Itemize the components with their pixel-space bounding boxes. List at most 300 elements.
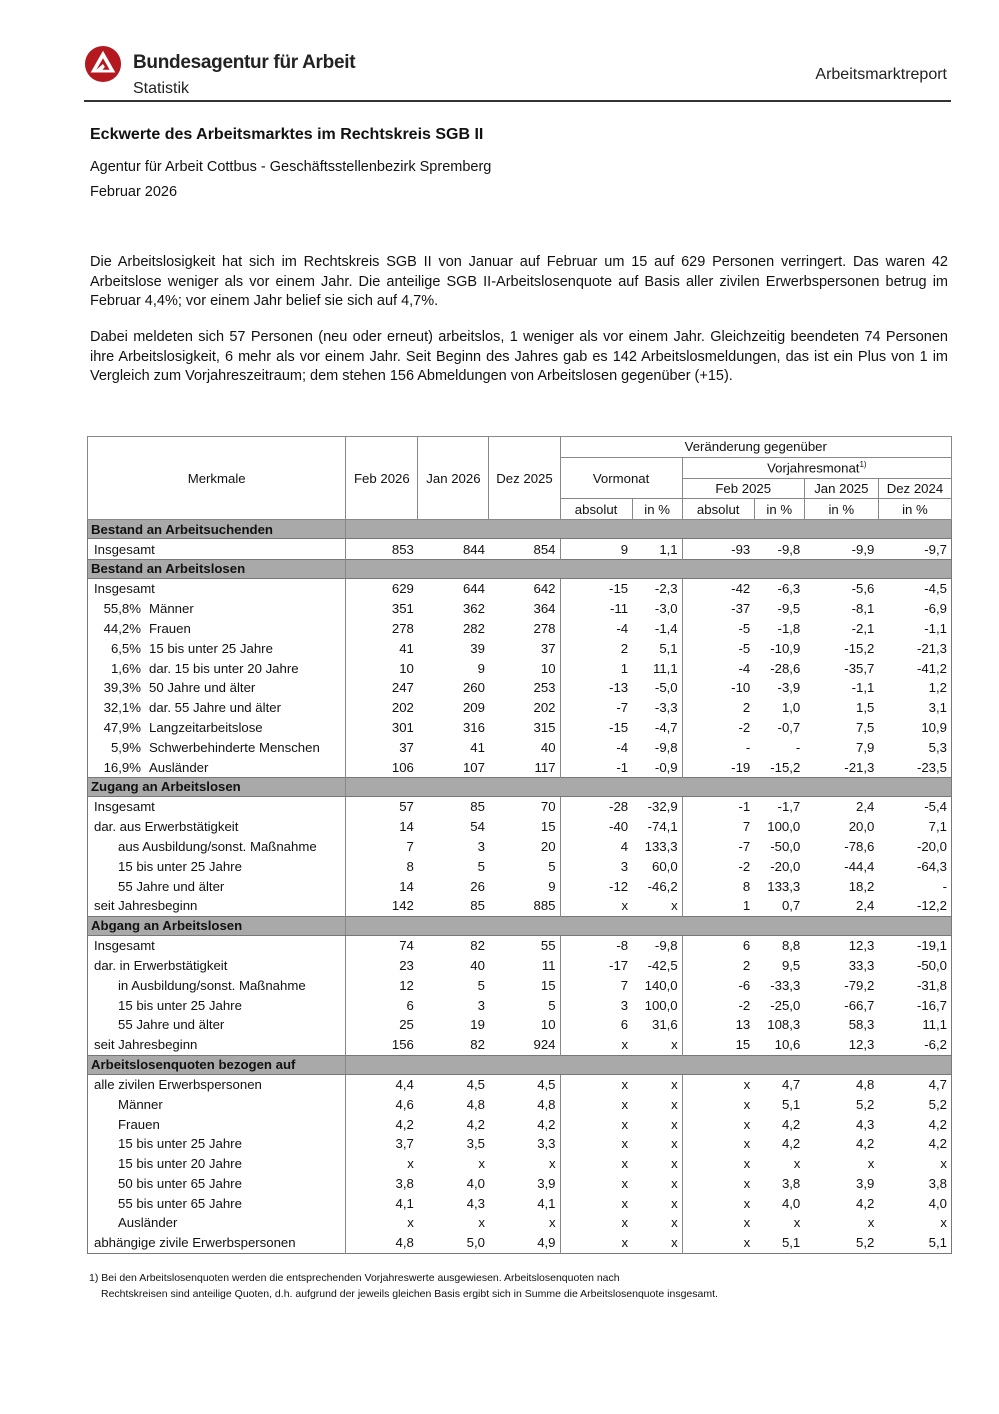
table-cell: -4,7	[654, 719, 678, 735]
document-region: Agentur für Arbeit Cottbus - Geschäftsstellenbezirk Spremberg	[90, 159, 492, 175]
brand-subtitle: Statistik	[133, 80, 190, 97]
row-label-cell	[88, 995, 346, 1015]
table-cell: 4,2	[466, 1116, 485, 1132]
table-cell: -1	[560, 757, 632, 777]
table-cell: -28	[560, 796, 632, 816]
table-cell: -7	[560, 698, 632, 718]
row-label-cell	[88, 956, 346, 976]
table-cell: 100,0	[767, 819, 801, 835]
table-cell: 11	[541, 957, 556, 973]
table-cell: 260	[462, 680, 485, 696]
table-cell: 37	[399, 739, 414, 755]
table-cell: -35,7	[844, 660, 875, 676]
table-cell: x	[867, 1215, 875, 1231]
table-cell: x	[940, 1156, 947, 1172]
document-title: Eckwerte des Arbeitsmarktes im Rechtskreis SGB II	[90, 126, 484, 143]
header-dez2025: Dez 2025	[489, 437, 560, 520]
table-cell: 100,0	[644, 997, 678, 1013]
table-cell: 924	[533, 1037, 556, 1053]
row-label: Insgesamt	[94, 938, 155, 954]
table-cell: x	[560, 1094, 632, 1114]
table-cell: 26	[470, 878, 485, 894]
table-cell: x	[671, 1156, 678, 1172]
table-cell: x	[682, 1074, 754, 1094]
table-cell: 8	[682, 876, 754, 896]
row-label-cell	[88, 678, 346, 698]
row-label-cell	[88, 876, 346, 896]
table-cell: -10,9	[770, 640, 801, 656]
table-cell: 4	[560, 837, 632, 857]
section-fill	[346, 916, 952, 935]
table-cell: 885	[533, 898, 556, 914]
table-cell: -9,8	[654, 938, 678, 954]
table-cell: -1,1	[851, 680, 875, 696]
table-cell: 5	[477, 977, 485, 993]
table-cell: 20,0	[848, 819, 875, 835]
table-cell: 4,0	[781, 1195, 801, 1211]
table-cell: 39	[470, 640, 485, 656]
row-label: dar. in Erwerbstätigkeit	[94, 957, 228, 973]
row-label: seit Jahresbeginn	[94, 1037, 198, 1053]
row-label: 15 bis unter 25 Jahre	[149, 640, 273, 656]
table-cell: 133,3	[767, 878, 801, 894]
table-cell: -28,6	[770, 660, 801, 676]
labour-market-table	[87, 436, 952, 1254]
table-cell: 57	[399, 799, 414, 815]
table-cell: -21,3	[844, 759, 875, 775]
table-cell: 3,9	[537, 1175, 556, 1191]
table-cell: -4,5	[924, 581, 947, 597]
table-row	[88, 1094, 952, 1114]
table-row	[88, 1233, 952, 1253]
table-cell: -33,3	[770, 977, 801, 993]
table-cell: -15,2	[770, 759, 801, 775]
table-row	[88, 856, 952, 876]
row-label-cell	[88, 1193, 346, 1213]
table-cell: 5	[548, 858, 556, 874]
table-cell: -32,9	[647, 799, 678, 815]
table-cell: -50,0	[770, 838, 801, 854]
table-cell: 82	[470, 938, 485, 954]
table-cell: x	[682, 1233, 754, 1253]
table-cell: 11,1	[922, 1017, 947, 1033]
section-fill	[346, 559, 952, 578]
table-cell: 202	[533, 700, 556, 716]
table-cell: 4,2	[537, 1116, 556, 1132]
table-cell: 4,2	[856, 1136, 875, 1152]
row-label: 50 Jahre und älter	[149, 680, 256, 696]
table-cell: 10	[399, 660, 414, 676]
table-cell: 4,0	[928, 1195, 947, 1211]
row-label: Insgesamt	[94, 581, 155, 597]
table-cell: x	[682, 1193, 754, 1213]
table-cell: 8,8	[781, 938, 801, 954]
table-cell: x	[560, 1035, 632, 1055]
table-cell: 5,0	[466, 1235, 485, 1251]
table-cell: -12	[560, 876, 632, 896]
row-label: Insgesamt	[94, 541, 155, 557]
table-cell: -5	[682, 619, 754, 639]
table-cell: 3,1	[928, 700, 947, 716]
table-cell: -	[942, 878, 947, 894]
table-cell: x	[940, 1215, 947, 1231]
table-cell: -9,8	[777, 541, 801, 557]
table-cell: 11,1	[652, 660, 678, 676]
table-row	[88, 995, 952, 1015]
table-row	[88, 1114, 952, 1134]
row-label-cell	[88, 619, 346, 639]
header-jan2025: Jan 2025	[804, 478, 878, 499]
table-cell: 4,7	[781, 1076, 801, 1092]
table-cell: -78,6	[844, 838, 875, 854]
row-label: dar. 15 bis unter 20 Jahre	[149, 660, 299, 676]
table-cell: -50,0	[916, 957, 947, 973]
table-cell: 6	[560, 1015, 632, 1035]
table-cell: 20	[540, 838, 556, 854]
table-cell: -40	[560, 817, 632, 837]
table-cell: 18,2	[848, 878, 875, 894]
row-label: abhängige zivile Erwerbspersonen	[94, 1235, 296, 1251]
row-label: 50 bis unter 65 Jahre	[118, 1175, 242, 1191]
table-cell: 3	[477, 997, 485, 1013]
table-cell: 85	[470, 799, 485, 815]
table-cell: x	[560, 1114, 632, 1134]
table-cell: -20,0	[916, 838, 947, 854]
table-cell: 4,2	[856, 1195, 875, 1211]
table-cell: 10	[540, 660, 556, 676]
table-cell: x	[671, 1175, 678, 1191]
section-fill	[346, 520, 952, 539]
table-cell: x	[560, 1174, 632, 1194]
table-cell: -2	[682, 995, 754, 1015]
table-cell: 5,1	[659, 640, 678, 656]
section-title: Abgang an Arbeitslosen	[88, 916, 346, 935]
table-cell: 40	[470, 957, 485, 973]
table-row	[88, 956, 952, 976]
table-cell: 7,5	[856, 719, 875, 735]
table-cell: -	[682, 737, 754, 757]
table-cell: x	[560, 1074, 632, 1094]
table-cell: x	[682, 1154, 754, 1174]
header-vj-pct: in %	[754, 499, 804, 520]
table-cell: 4,4	[395, 1076, 414, 1092]
table-cell: -41,2	[916, 660, 947, 676]
row-label-cell	[88, 718, 346, 738]
row-label: dar. aus Erwerbstätigkeit	[94, 819, 239, 835]
table-cell: 3,5	[466, 1136, 485, 1152]
table-cell: -9,8	[654, 739, 678, 755]
table-cell: -44,4	[844, 858, 875, 874]
table-row	[88, 757, 952, 777]
section-title: Arbeitslosenquoten bezogen auf	[88, 1055, 346, 1074]
table-cell: x	[671, 1076, 678, 1092]
table-cell: 4,5	[466, 1076, 485, 1092]
header-feb2025: Feb 2025	[682, 478, 804, 499]
table-cell: -2	[682, 856, 754, 876]
table-cell: 4,1	[395, 1195, 414, 1211]
table-cell: -3,3	[654, 700, 678, 716]
section-header-row	[88, 777, 952, 796]
table-row	[88, 975, 952, 995]
table-cell: -4	[560, 737, 632, 757]
table-cell: -15	[560, 718, 632, 738]
row-label-cell	[88, 975, 346, 995]
table-cell: -17	[560, 956, 632, 976]
table-cell: 55	[540, 938, 556, 954]
row-label-cell	[88, 856, 346, 876]
table-cell: 7	[682, 817, 754, 837]
table-cell: -9,5	[777, 601, 801, 617]
row-label: Männer	[149, 601, 194, 617]
table-cell: 351	[391, 601, 414, 617]
table-cell: x	[560, 1134, 632, 1154]
row-label-cell	[88, 658, 346, 678]
table-cell: 3	[560, 856, 632, 876]
row-label-cell	[88, 737, 346, 757]
row-label-cell	[88, 1213, 346, 1233]
table-row	[88, 638, 952, 658]
document-period: Februar 2026	[90, 184, 178, 200]
table-cell: 4,2	[395, 1116, 414, 1132]
table-cell: x	[560, 896, 632, 916]
table-cell: 3	[477, 838, 485, 854]
table-cell: 9	[477, 660, 485, 676]
row-label-cell	[88, 698, 346, 718]
row-share: 1,6%	[110, 660, 141, 676]
table-cell: x	[560, 1193, 632, 1213]
table-cell: 9	[548, 878, 556, 894]
row-share: 32,1%	[103, 700, 141, 716]
section-title: Zugang an Arbeitslosen	[88, 777, 346, 796]
header-vorjahresmonat	[682, 457, 951, 478]
table-row	[88, 817, 952, 837]
header-dez2024-pct: in %	[878, 499, 951, 520]
row-label: Frauen	[149, 620, 191, 636]
table-cell: 3	[560, 995, 632, 1015]
summary-paragraph-1: Die Arbeitslosigkeit hat sich im Rechtskreis SGB II von Januar auf Februar um 15 auf 629 Personen verringert. Das waren 42 Arbeitslose weniger als vor einem Jahr. Die anteilige SGB II-Arbeitslosenquote auf Basis aller zivilen Erwerbspersonen betrug im Februar 4,4%; vor einem Jahr belief sie sich auf 4,7%.	[90, 254, 948, 309]
table-cell: 33,3	[848, 957, 875, 973]
table-cell: -5	[682, 638, 754, 658]
table-cell: 108,3	[767, 1017, 801, 1033]
table-cell: 117	[534, 759, 556, 775]
row-label-cell	[88, 1174, 346, 1194]
section-title: Bestand an Arbeitslosen	[88, 559, 346, 578]
table-cell: 844	[462, 541, 485, 557]
section-title: Bestand an Arbeitsuchenden	[88, 520, 346, 539]
table-cell: -7	[682, 837, 754, 857]
table-cell: 3,9	[856, 1175, 875, 1191]
table-row	[88, 796, 952, 816]
row-label-cell	[88, 757, 346, 777]
row-label-cell	[88, 599, 346, 619]
table-cell: 3,7	[395, 1136, 414, 1152]
header-dez2024: Dez 2024	[878, 478, 951, 499]
table-row	[88, 599, 952, 619]
table-row	[88, 896, 952, 916]
table-cell: x	[671, 1215, 678, 1231]
table-cell: 4,3	[856, 1116, 875, 1132]
table-cell: -64,3	[916, 858, 947, 874]
table-cell: x	[560, 1233, 632, 1253]
table-cell: 4,5	[537, 1076, 556, 1092]
table-cell: x	[682, 1134, 754, 1154]
table-cell: 1,0	[781, 700, 801, 716]
table-cell: x	[407, 1156, 414, 1172]
table-cell: -3,0	[654, 601, 678, 617]
table-cell: 4,7	[928, 1076, 947, 1092]
table-cell: x	[548, 1215, 556, 1231]
row-label-cell	[88, 896, 346, 916]
table-cell: 4,8	[537, 1096, 556, 1112]
row-label-cell	[88, 578, 346, 598]
table-row	[88, 1154, 952, 1174]
row-label: 55 Jahre und älter	[118, 1017, 225, 1033]
header-vormonat-pct: in %	[632, 499, 682, 520]
table-row	[88, 578, 952, 598]
table-cell: -25,0	[770, 997, 801, 1013]
table-cell: -19,1	[916, 938, 947, 954]
footnote-marker: 1)	[859, 460, 867, 469]
table-cell: 2,4	[856, 898, 875, 914]
table-cell: 14	[399, 878, 414, 894]
table-cell: 1	[560, 658, 632, 678]
table-cell: -31,8	[916, 977, 947, 993]
table-cell: 23	[399, 957, 414, 973]
row-label-cell	[88, 837, 346, 857]
header-jan2026: Jan 2026	[418, 437, 489, 520]
table-cell: -1,1	[924, 620, 947, 636]
table-cell: x	[671, 1235, 678, 1251]
table-cell: 4,8	[466, 1096, 485, 1112]
table-cell: 31,6	[651, 1017, 678, 1033]
table-cell: 54	[470, 819, 485, 835]
table-cell: 0,7	[781, 898, 801, 914]
row-label: 15 bis unter 20 Jahre	[118, 1156, 242, 1172]
table-cell: x	[682, 1174, 754, 1194]
table-cell: -10	[682, 678, 754, 698]
table-cell: x	[671, 1096, 678, 1112]
table-cell: -9,7	[924, 541, 947, 557]
table-cell: 74	[399, 938, 414, 954]
row-label-cell	[88, 1233, 346, 1253]
table-cell: x	[560, 1154, 632, 1174]
table-cell: -20,0	[770, 858, 801, 874]
table-cell: 2	[560, 638, 632, 658]
table-cell: 10	[540, 1017, 556, 1033]
row-label-cell	[88, 1094, 346, 1114]
row-label: seit Jahresbeginn	[94, 898, 198, 914]
footnote-line-2: Rechtskreisen sind anteilige Quoten, d.h. aufgrund der jeweils gleichen Basis ergibt sich in Summe die Arbeitslosenquote insgesamt.	[101, 1288, 718, 1300]
header-vormonat: Vormonat	[560, 457, 682, 499]
table-cell: 7	[560, 975, 632, 995]
table-cell: -0,9	[654, 759, 678, 775]
table-cell: -6,2	[924, 1037, 947, 1053]
table-cell: 142	[391, 898, 414, 914]
table-cell: -74,1	[647, 819, 678, 835]
row-share: 5,9%	[110, 739, 141, 755]
table-cell: 5,2	[928, 1096, 947, 1112]
table-cell: -5,0	[654, 680, 678, 696]
table-cell: 156	[391, 1037, 414, 1053]
row-label: Ausländer	[118, 1215, 178, 1231]
table-cell: 1,2	[928, 680, 947, 696]
table-cell: 4,3	[466, 1195, 485, 1211]
table-cell: x	[478, 1156, 485, 1172]
table-cell: 2	[682, 956, 754, 976]
table-cell: x	[407, 1215, 414, 1231]
table-row	[88, 1035, 952, 1055]
table-cell: 364	[533, 601, 556, 617]
table-cell: 15	[682, 1035, 754, 1055]
table-cell: 6	[682, 935, 754, 955]
table-cell: 58,3	[848, 1017, 875, 1033]
table-cell: 4,2	[781, 1116, 801, 1132]
table-cell: -6,3	[777, 581, 801, 597]
table-cell: 316	[462, 719, 485, 735]
table-cell: -13	[560, 678, 632, 698]
table-cell: 14	[399, 819, 414, 835]
table-row	[88, 1193, 952, 1213]
table-row	[88, 1015, 952, 1035]
table-cell: 7,1	[928, 819, 947, 835]
table-cell: x	[793, 1156, 801, 1172]
table-row	[88, 1213, 952, 1233]
table-cell: 133,3	[644, 838, 678, 854]
table-cell: x	[671, 1037, 678, 1053]
section-fill	[346, 777, 952, 796]
table-cell: x	[793, 1215, 801, 1231]
row-label-cell	[88, 935, 346, 955]
table-cell: 5	[477, 858, 485, 874]
table-row	[88, 539, 952, 560]
table-cell: 7,9	[856, 739, 875, 755]
table-cell: x	[682, 1114, 754, 1134]
table-cell: 1	[682, 896, 754, 916]
row-label: Ausländer	[149, 759, 209, 775]
report-label: Arbeitsmarktreport	[815, 66, 947, 83]
table-cell: 82	[470, 1037, 485, 1053]
table-row	[88, 619, 952, 639]
table-cell: 3,8	[395, 1175, 414, 1191]
row-share: 55,8%	[103, 601, 141, 617]
table-cell: -15,2	[844, 640, 875, 656]
table-cell: 253	[533, 680, 556, 696]
row-label-cell	[88, 817, 346, 837]
table-cell: 315	[533, 719, 556, 735]
row-label-cell	[88, 1114, 346, 1134]
table-cell: -15	[560, 578, 632, 598]
table-row	[88, 1134, 952, 1154]
row-label: in Ausbildung/sonst. Maßnahme	[118, 977, 306, 993]
table-cell: 85	[470, 898, 485, 914]
summary-paragraph-2: Dabei meldeten sich 57 Personen (neu oder erneut) arbeitslos, 1 weniger als vor einem Jahr. Gleichzeitig beendeten 74 Personen ihre Arbeitslosigkeit, 6 mehr als vor einem Jahr. Seit Beginn des Jahres gab es 142 Arbeitslosmeldungen, das ist ein Plus von 1 im Vergleich zum Vorjahreszeitraum; dem stehen 156 Abmeldungen von Arbeitslosen gegenüber (+15).	[90, 329, 948, 384]
table-cell: -6,9	[924, 601, 947, 617]
table-cell: 2,4	[856, 799, 875, 815]
table-cell: -0,7	[777, 719, 801, 735]
table-row	[88, 698, 952, 718]
row-share: 16,9%	[103, 759, 141, 775]
row-label-cell	[88, 1074, 346, 1094]
table-row	[88, 837, 952, 857]
row-share: 44,2%	[103, 620, 141, 636]
table-cell: 1,1	[659, 541, 678, 557]
table-cell: -11	[560, 599, 632, 619]
table-cell: 13	[682, 1015, 754, 1035]
table-cell: 5,1	[928, 1235, 947, 1251]
table-cell: 3,8	[781, 1175, 801, 1191]
header-vormonat-absolut: absolut	[560, 499, 632, 520]
table-cell: x	[682, 1213, 754, 1233]
